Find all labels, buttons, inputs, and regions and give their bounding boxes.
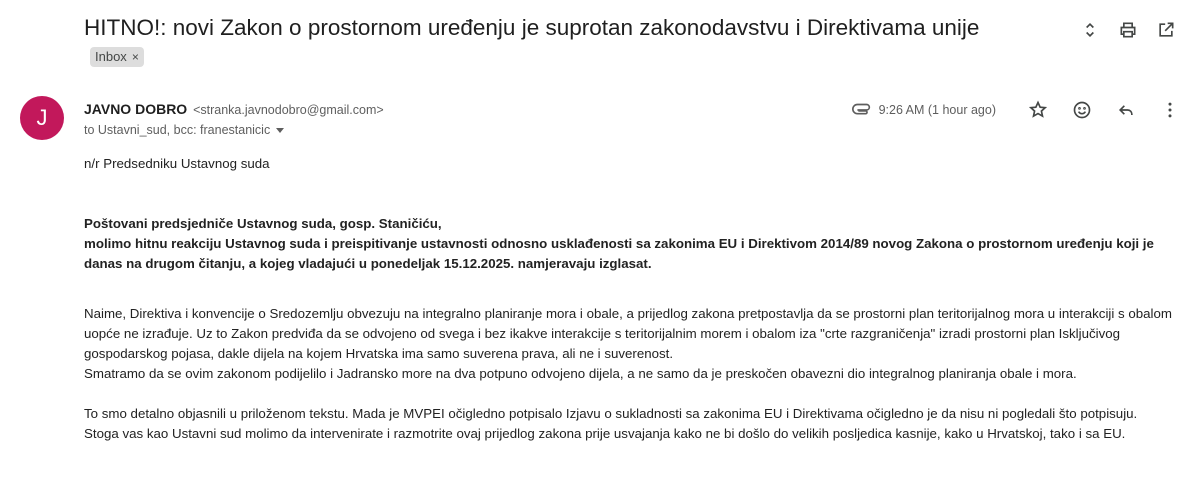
email-subject-text: HITNO!: novi Zakon o prostornom uređenju je suprotan zakonodavstvu i Direktivama unije xyxy=(84,15,980,40)
print-button[interactable] xyxy=(1112,14,1144,46)
star-icon xyxy=(1028,100,1048,120)
body-paragraph: Stoga vas kao Ustavni sud molimo da intervenirate i razmotrite ovaj prijedlog zakona prije usvajanja kako ne bi došlo do velikih posljedica kasnije, kako u Hrvatskoj, tako i sa EU. xyxy=(84,426,1126,441)
emoji-icon xyxy=(1072,100,1092,120)
body-paragraph: To smo detalno objasnili u priloženom tekstu. Mada je MVPEI očigledno potpisalo Izjavu o sukladnosti sa zakonima EU i Direktivama očigledno je da nisu ni pogledali što potpisuju. xyxy=(84,406,1138,421)
recipients-text: to Ustavni_sud, bcc: franestanicic xyxy=(84,123,271,137)
open-in-new-icon xyxy=(1156,20,1176,40)
sender-avatar[interactable]: J xyxy=(20,96,64,140)
reply-button[interactable] xyxy=(1110,94,1142,126)
body-paragraph: Smatramo da se ovim zakonom podijelilo i Jadransko more na dva potpuno odvojeno dijela, a ne samo da je preskočen obavezni dio integralnog planiranja obale i mora. xyxy=(84,366,1077,381)
message-timestamp: 9:26 AM (1 hour ago) xyxy=(878,103,996,117)
star-button[interactable] xyxy=(1022,94,1054,126)
more-options-button[interactable] xyxy=(1154,94,1186,126)
add-reaction-button[interactable] xyxy=(1066,94,1098,126)
open-in-new-window-button[interactable] xyxy=(1150,14,1182,46)
thread-actions xyxy=(1074,14,1182,46)
show-details-dropdown-icon[interactable] xyxy=(276,128,284,133)
unfold-icon xyxy=(1080,20,1100,40)
message-meta xyxy=(851,94,1186,126)
email-subject xyxy=(84,12,1044,74)
inbox-label-text: Inbox xyxy=(95,49,127,64)
body-request: molimo hitnu reakciju Ustavnog suda i preispitivanje ustavnosti odnosno usklađenosti sa zakonima EU i Direktivom 2014/89 novog Zakona o prostornom uređenju koji je danas na drugom čitanju, a kojeg vladajući u ponedeljak 15.12.2025. namjeravaju izglasat. xyxy=(84,236,1154,271)
sender-name[interactable]: JAVNO DOBRO xyxy=(84,101,188,117)
attachment-icon xyxy=(851,99,873,121)
body-greeting-line: n/r Predsedniku Ustavnog suda xyxy=(84,156,270,171)
email-body xyxy=(84,154,1190,444)
inbox-label-chip[interactable] xyxy=(90,47,144,67)
print-icon xyxy=(1118,20,1138,40)
subject-header xyxy=(84,12,1044,74)
expand-collapse-button[interactable] xyxy=(1074,14,1106,46)
body-salutation: Poštovani predsjedniče Ustavnog suda, gosp. Staničiću, xyxy=(84,216,442,231)
reply-icon xyxy=(1116,100,1136,120)
remove-label-icon[interactable]: × xyxy=(131,50,139,64)
recipients-line xyxy=(84,122,284,138)
body-paragraph: Naime, Direktiva i konvencije o Sredozemlju obvezuju na integralno planiranje mora i obale, a prijedlog zakona pretpostavlja da se prostorni plan teritorijalnog mora u interakciji s obalom uopće ne izrađuje. Uz to Zakon predviđa da se odvojeno od svega i bez ikakve interakcije s teritorijalnim morem i obalom iza "crte razgraničenja" izradi prostorni plan Isključivog gospodarskog pojasa, dakle dijela na kojem Hrvatska ima samo suverena prava, ali ne i suverenost. xyxy=(84,306,1172,361)
sender-email: <stranka.javnodobro@gmail.com> xyxy=(193,103,384,117)
more-vert-icon xyxy=(1160,100,1180,120)
sender-info xyxy=(84,100,384,119)
